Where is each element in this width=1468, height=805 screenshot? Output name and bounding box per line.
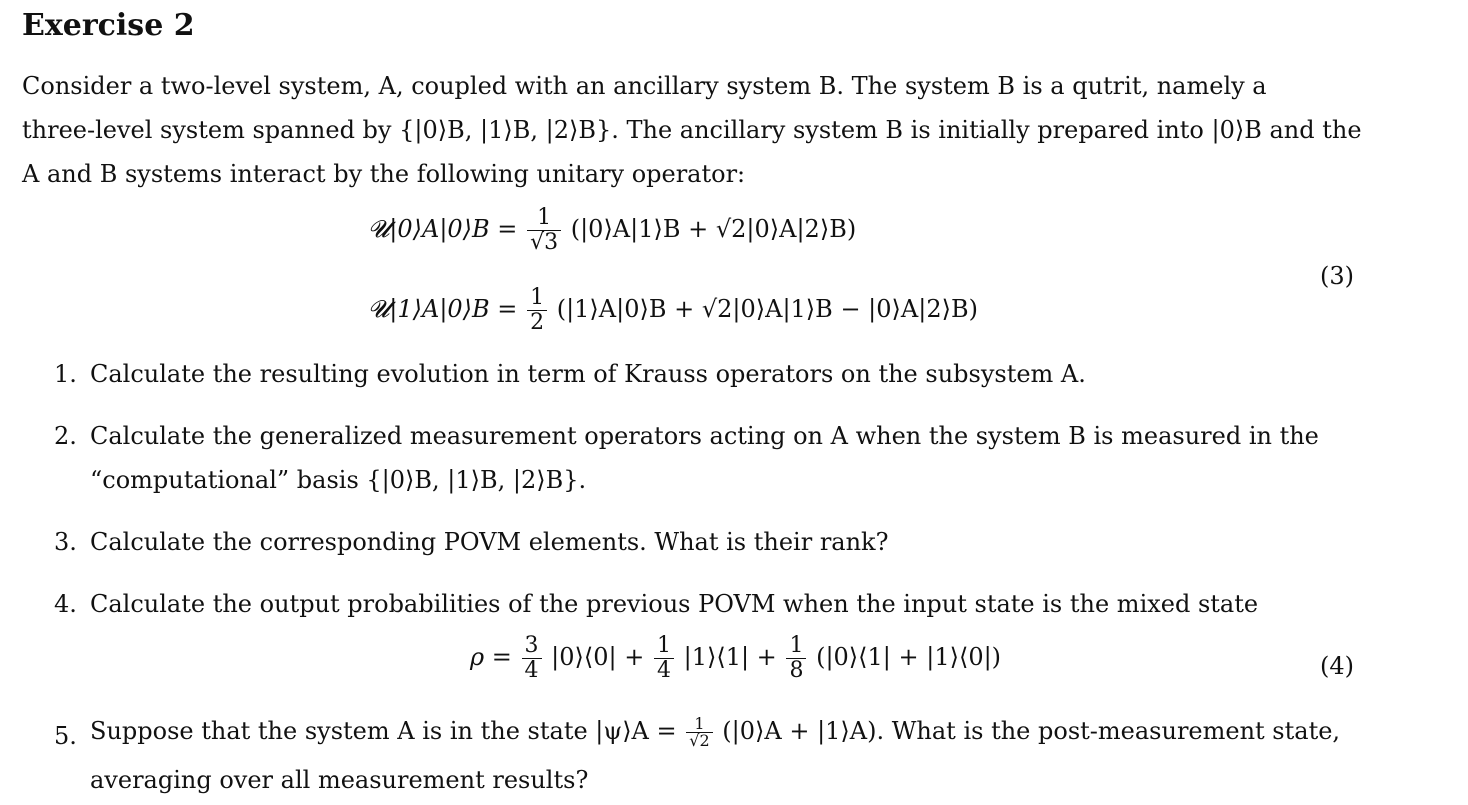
item-5-text-2: averaging over all measurement results? (90, 766, 589, 794)
eq4-frac-1-num: 3 (522, 634, 542, 659)
eq4-frac-3-num: 1 (786, 634, 806, 659)
item-4-text: Calculate the output probabilities of the previous POVM when the input state is the mixed state (90, 590, 1259, 618)
item-2-text-1: Calculate the generalized measurement operators acting on A when the system B is measured in the (90, 422, 1319, 450)
item-5-number: 5. (54, 722, 77, 750)
intro-line-1: Consider a two-level system, A, coupled with an ancillary system B. The system B is a qutrit, namely a (22, 72, 1267, 100)
eq3-lhs-1: 𝓤|0⟩A|0⟩B = (368, 215, 518, 243)
eq3-rhs-2: (|1⟩A|0⟩B + √2|0⟩A|1⟩B − |0⟩A|2⟩B) (556, 295, 978, 323)
eq4-frac-2-den: 4 (656, 658, 671, 683)
eq4-row (470, 634, 1001, 683)
eq4-frac-2-num: 1 (654, 634, 674, 659)
eq4-frac-3 (786, 634, 806, 683)
item-5-frac (686, 716, 712, 749)
eq3-frac-1 (527, 206, 561, 255)
eq4-term-3: (|0⟩⟨1| + |1⟩⟨0|) (816, 643, 1002, 671)
item-5-frac-num: 1 (686, 716, 712, 733)
eq4-frac-1 (522, 634, 542, 683)
item-4-number: 4. (54, 590, 77, 618)
item-5-text-1 (90, 716, 1340, 749)
item-5-text-1a: Suppose that the system A is in the state |ψ⟩A = (90, 717, 677, 745)
item-1-text: Calculate the resulting evolution in term of Krauss operators on the subsystem A. (90, 360, 1086, 388)
eq3-frac-1-den: √3 (530, 230, 559, 255)
eq3-frac-2-num: 1 (527, 286, 547, 311)
eq3-number: (3) (1320, 262, 1354, 290)
item-2-number: 2. (54, 422, 77, 450)
exercise-title: Exercise 2 (22, 8, 195, 43)
eq4-term-1: |0⟩⟨0| + (551, 643, 645, 671)
item-1-number: 1. (54, 360, 77, 388)
item-5-frac-den: √2 (689, 731, 710, 750)
eq3-frac-1-num: 1 (527, 206, 561, 231)
intro-line-3: A and B systems interact by the following unitary operator: (22, 160, 746, 188)
item-5-text-1b: (|0⟩A + |1⟩A). What is the post-measurement state, (722, 717, 1341, 745)
eq3-frac-2 (527, 286, 547, 335)
item-2-text-2: “computational” basis {|0⟩B, |1⟩B, |2⟩B}. (90, 466, 587, 494)
eq4-frac-2 (654, 634, 674, 683)
eq3-row-2 (368, 286, 978, 335)
item-3-number: 3. (54, 528, 77, 556)
eq3-rhs-1: (|0⟩A|1⟩B + √2|0⟩A|2⟩B) (570, 215, 857, 243)
intro-line-2: three-level system spanned by {|0⟩B, |1⟩B, |2⟩B}. The ancillary system B is initially prepared into |0⟩B and the (22, 116, 1362, 144)
eq4-frac-1-den: 4 (524, 658, 539, 683)
eq4-frac-3-den: 8 (789, 658, 804, 683)
item-3-text: Calculate the corresponding POVM elements. What is their rank? (90, 528, 889, 556)
eq3-frac-2-den: 2 (530, 310, 545, 335)
eq4-term-2: |1⟩⟨1| + (683, 643, 777, 671)
eq4-number: (4) (1320, 652, 1354, 680)
eq3-lhs-2: 𝓤|1⟩A|0⟩B = (368, 295, 518, 323)
eq4-lhs: ρ = (470, 643, 512, 671)
eq3-row-1 (368, 206, 856, 255)
